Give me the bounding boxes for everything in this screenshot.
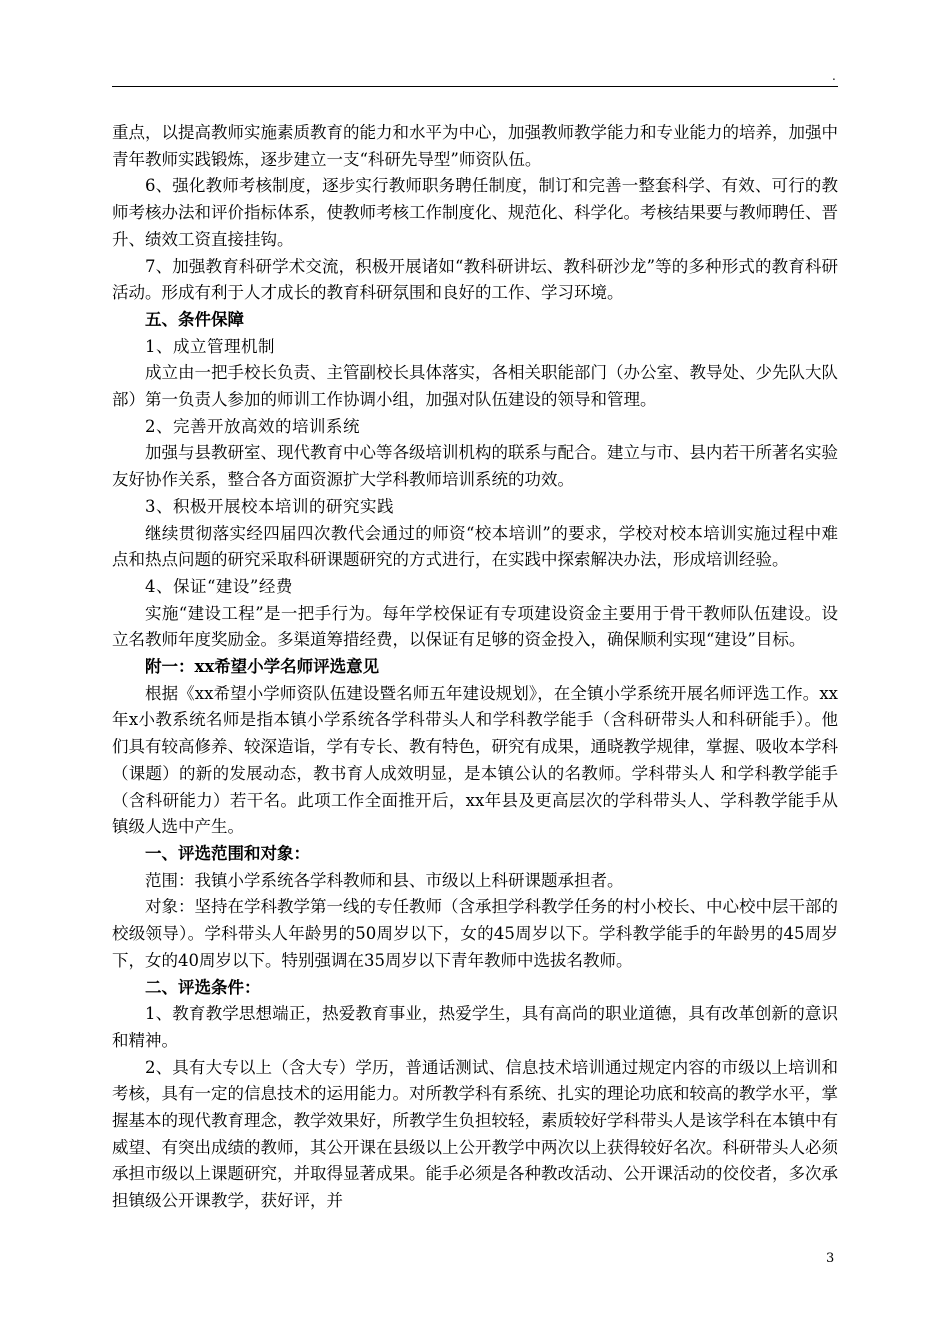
paragraph-appendix-intro: 根据《xx希望小学师资队伍建设暨名师五年建设规划》，在全镇小学系统开展名师评选工作。xx年x小教系统名师是指本镇小学系统各学科带头人和学科教学能手（含科研带头人和科研能手）。他们具有较高修养、较深造诣，学有专长、教有特色，研究有成果，通晓教学规律，掌握、吸收本学科（课题）的新的发展动态，教书育人成效明显，是本镇公认的名教师。学科带头人 和学科教学能手（含科研能力）若干名。此项工作全面推开后，xx年县及更高层次的学科带头人、学科教学能手从镇级人选中产生。 <box>112 683 838 837</box>
page-number: 3 <box>826 1251 835 1266</box>
paragraph-school-training: 继续贯彻落实经四届四次教代会通过的师资“校本培训”的要求，学校对校本培训实施过程中难点和热点问题的研究采取科研课题研究的方式进行，在实践中探索解决办法，形成培训经验。 <box>112 523 838 570</box>
section-heading-scope: 一、评选范围和对象： <box>145 843 310 863</box>
section-heading-conditions: 五、条件保障 <box>145 309 244 329</box>
paragraph-training-system: 加强与县教研室、现代教育中心等各级培训机构的联系与配合。建立与市、县内若干所著名实验友好协作关系，整合各方面资源扩大学科教师培训系统的功效。 <box>112 443 838 490</box>
paragraph-continuation: 重点，以提高教师实施素质教育的能力和水平为中心，加强教师教学能力和专业能力的培养，加强中青年教师实践锻炼，逐步建立一支“科研先导型”师资队伍。 <box>112 123 838 169</box>
paragraph-item-7: 7、加强教育科研学术交流，积极开展诸如“教科研讲坛、教科研沙龙”等的多种形式的教育科研活动。形成有利于人才成长的教育科研氛围和良好的工作、学习环境。 <box>112 256 838 303</box>
header-mark: . <box>832 69 836 83</box>
section-heading-criteria: 二、评选条件： <box>145 977 261 997</box>
paragraph-target: 对象：坚持在学科教学第一线的专任教师（含承担学科教学任务的村小校长、中心校中层干部的校级领导）。学科带头人年龄男的50周岁以下，女的45周岁以下。学科教学能手的年龄男的45周岁下，女的40周岁以下。特别强调在35周岁以下青年教师中选拔名教师。 <box>112 897 838 970</box>
paragraph-item-6: 6、强化教师考核制度，逐步实行教师职务聘任制度，制订和完善一整套科学、有效、可行的教师考核办法和评价指标体系，使教师考核工作制度化、规范化、科学化。考核结果要与教师聘任、晋升、绩效工资直接挂钩。 <box>112 176 838 249</box>
document-body <box>112 120 838 1215</box>
subheading-funding: 4、保证“建设”经费 <box>145 576 293 596</box>
subheading-management: 1、成立管理机制 <box>145 336 275 356</box>
paragraph-funding: 实施“建设工程”是一把手行为。每年学校保证有专项建设资金主要用于骨干教师队伍建设。设立名教师年度奖励金。多渠道筹措经费，以保证有足够的资金投入，确保顺利实现“建设”目标。 <box>112 603 838 650</box>
paragraph-management: 成立由一把手校长负责、主管副校长具体落实，各相关职能部门（办公室、教导处、少先队大队部）第一负责人参加的师训工作协调小组，加强对队伍建设的领导和管理。 <box>112 363 838 410</box>
subheading-training-system: 2、完善开放高效的培训系统 <box>145 416 360 436</box>
paragraph-scope: 范围：我镇小学系统各学科教师和县、市级以上科研课题承担者。 <box>145 870 624 890</box>
header-rule <box>112 86 838 87</box>
appendix-heading: 附一：xx希望小学名师评选意见 <box>145 657 380 677</box>
subheading-school-training: 3、积极开展校本培训的研究实践 <box>145 496 394 516</box>
paragraph-criteria-2: 2、具有大专以上（含大专）学历，普通话测试、信息技术培训通过规定内容的市级以上培训和考核，具有一定的信息技术的运用能力。对所教学科有系统、扎实的理论功底和较高的教学水平，掌握基本的现代教育理念，教学效果好，所教学生负担较轻，素质较好学科带头人是该学科在本镇中有威望、有突出成绩的教师，其公开课在县级以上公开教学中两次以上获得较好名次。科研带头人必须承担市级以上课题研究，并取得显著成果。能手必须是各种教改活动、公开课活动的佼佼者，多次承担镇级公开课教学，获好评，并 <box>112 1057 838 1211</box>
paragraph-criteria-1: 1、教育教学思想端正，热爱教育事业，热爱学生，具有高尚的职业道德，具有改革创新的意识和精神。 <box>112 1004 838 1050</box>
